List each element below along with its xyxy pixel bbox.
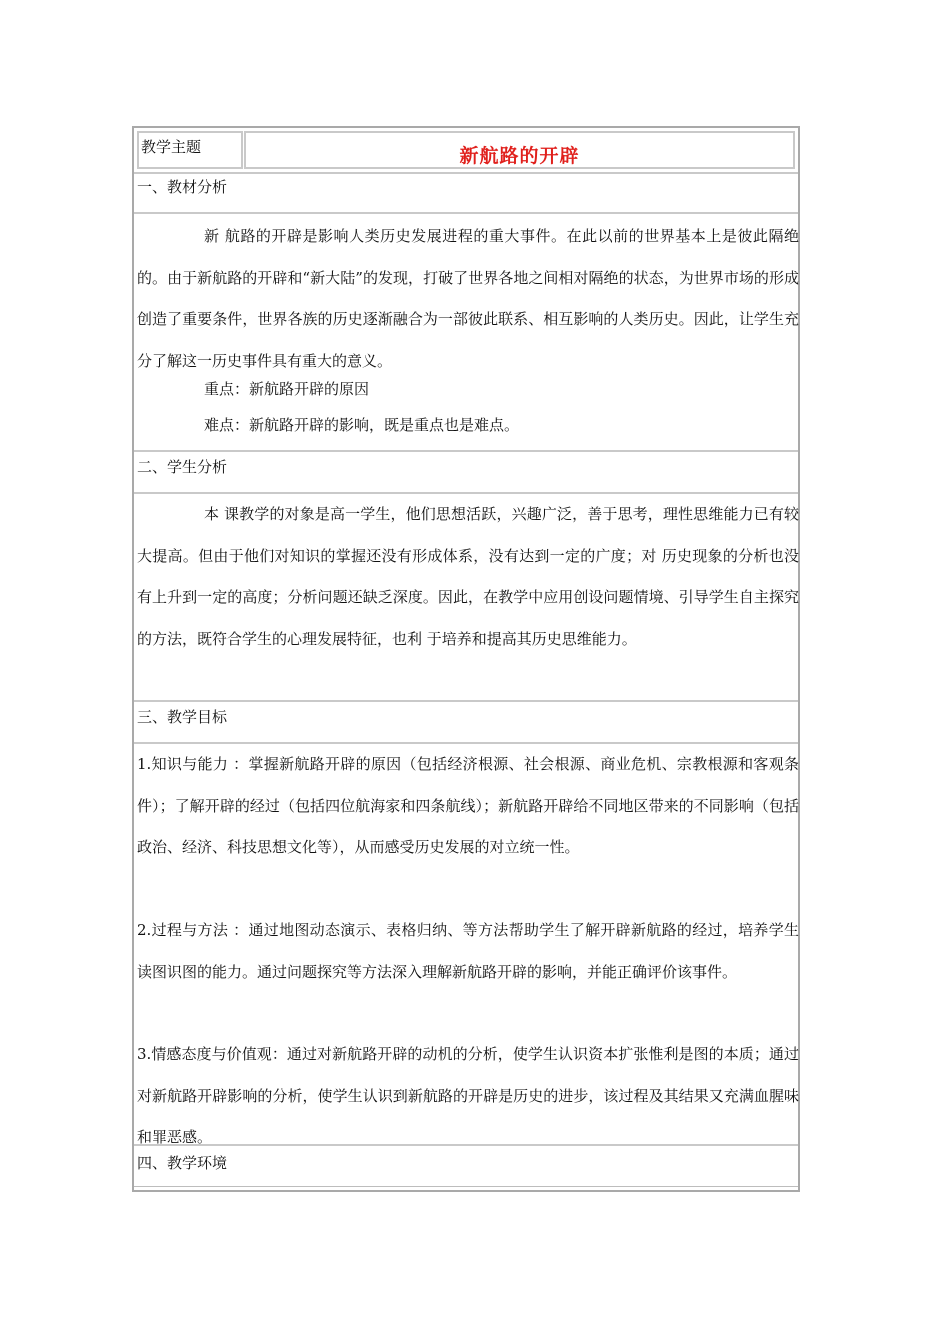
topic-label: 教学主题: [141, 138, 202, 156]
section-heading-environment: 四、教学环境: [137, 1154, 228, 1172]
row-divider: [134, 212, 798, 214]
row-divider: [134, 1144, 798, 1146]
row-divider: [134, 172, 798, 174]
section-heading-objectives: 三、教学目标: [137, 708, 228, 726]
section-heading-students: 二、学生分析: [137, 458, 228, 476]
objective-knowledge-ability: 1.知识与能力 ：掌握新航路开辟的原因（包括经济根源、社会根源、商业危机、宗教根源和客观条件）；了解开辟的经过（包括四位航海家和四条航线）；新航路开辟给不同地区带来的不同影响（包括政治、经济、科技思想文化等），从而感受历史发展的对立统一性。: [137, 755, 799, 856]
page-title: 新航路的开辟: [459, 145, 580, 167]
topic-title-cell: [244, 131, 795, 169]
lesson-plan-table: [132, 126, 800, 1192]
difficult-point-text: 难点：新航路开辟的影响，既是重点也是难点。: [204, 416, 520, 434]
section-heading-materials: 一、教材分析: [137, 178, 228, 196]
row-divider: [134, 700, 798, 702]
row-divider: [134, 1186, 798, 1187]
key-point-text: 重点：新航路开辟的原因: [204, 380, 370, 398]
topic-label-cell: [137, 131, 243, 169]
student-analysis-text: 本 课教学的对象是高一学生，他们思想活跃，兴趣广泛，善于思考，理性思维能力已有较大提高。但由于他们对知识的掌握还没有形成体系，没有达到一定的广度；对 历史现象的分析也没有上升到一定的高度；分析问题还缺乏深度。因此，在教学中应用创设问题情境、引导学生自主探究的方法，既符合学生的心理发展特征，也利 于培养和提高其历史思维能力。: [137, 505, 799, 648]
row-divider: [134, 450, 798, 452]
objective-process-method: 2.过程与方法 ：通过地图动态演示、表格归纳、等方法帮助学生了解开辟新航路的经过，培养学生读图识图的能力。通过问题探究等方法深入理解新航路开辟的影响，并能正确评价该事件。: [137, 921, 799, 981]
objective-attitude-values: 3.情感态度与价值观：通过对新航路开辟的动机的分析，使学生认识资本扩张惟利是图的本质；通过对新航路开辟影响的分析，使学生认识到新航路的开辟是历史的进步，该过程及其结果又充满血腥味和罪恶感。: [137, 1045, 799, 1146]
materials-analysis-text: 新 航路的开辟是影响人类历史发展进程的重大事件。在此以前的世界基本上是彼此隔绝的。由于新航路的开辟和“新大陆”的发现，打破了世界各地之间相对隔绝的状态，为世界市场的形成创造了重要条件，世界各族的历史逐渐融合为一部彼此联系、相互影响的人类历史。因此，让学生充分了解这一历史事件具有重大的意义。: [137, 227, 799, 370]
